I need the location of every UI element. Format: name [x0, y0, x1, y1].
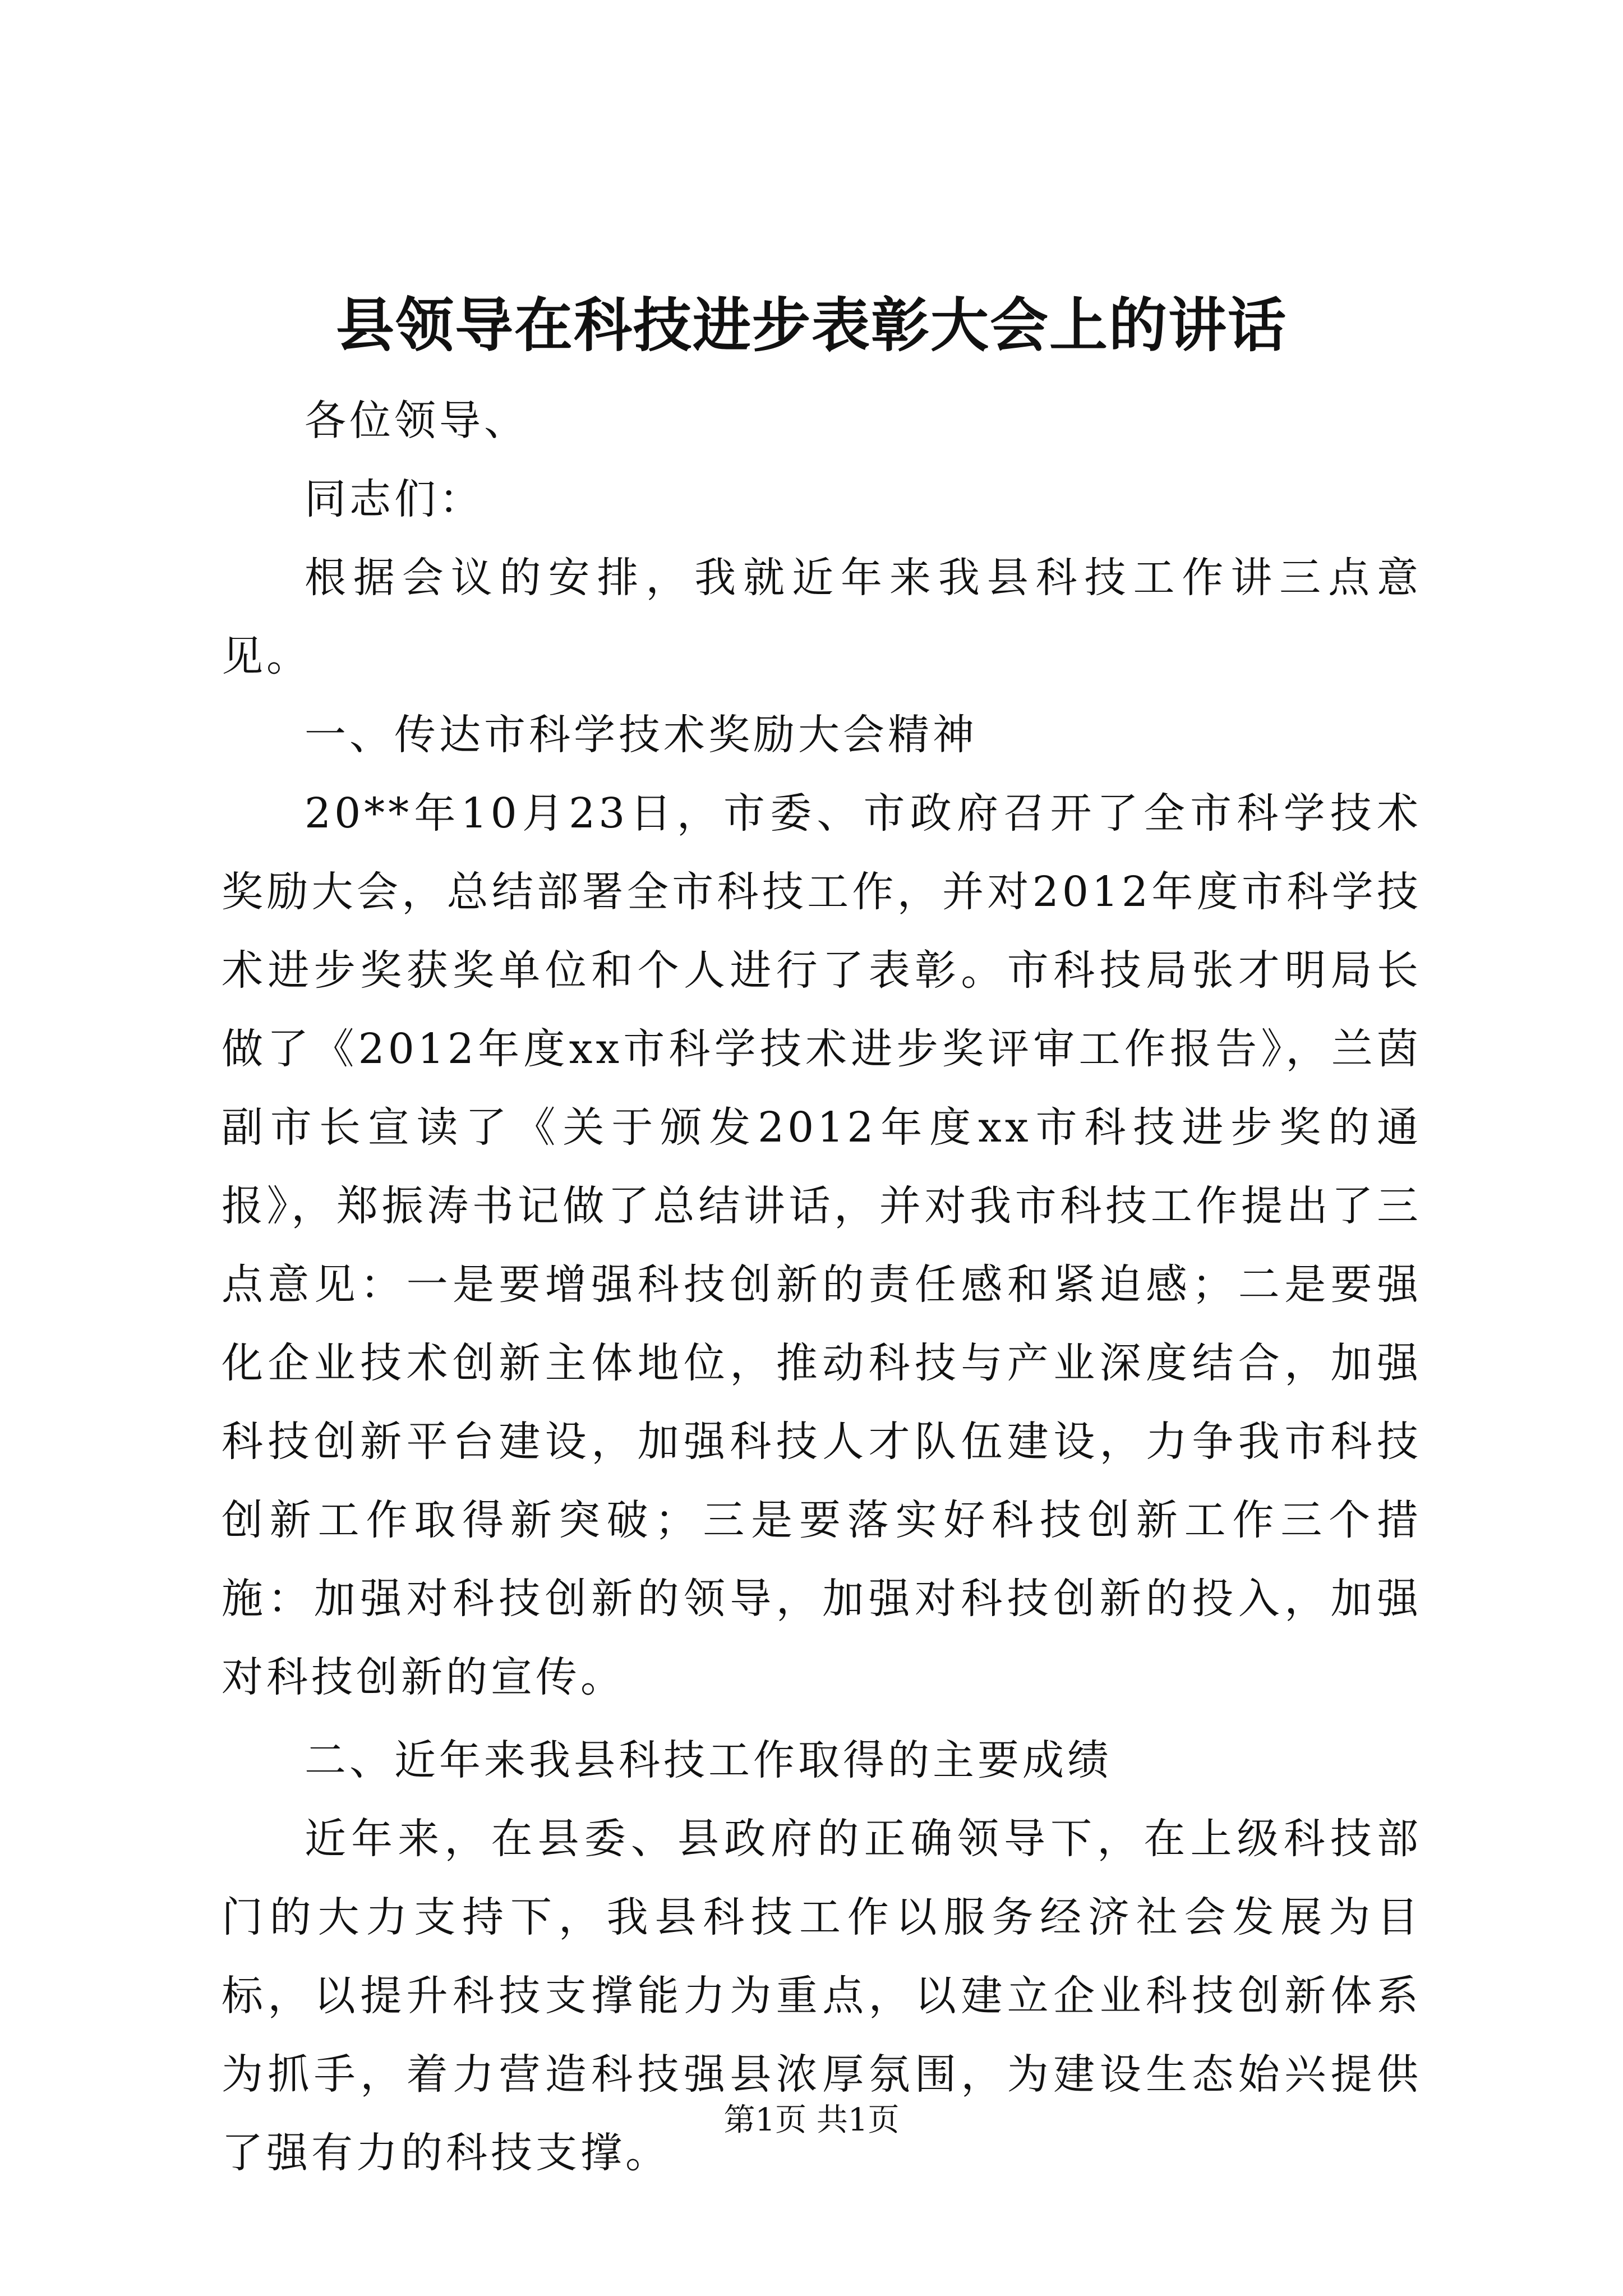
intro-paragraph: 根据会议的安排，我就近年来我县科技工作讲三点意见。	[222, 554, 1422, 680]
section-1-paragraph: 20**年10月23日，市委、市政府召开了全市科学技术奖励大会，总结部署全市科技工作，并对2012年度市科学技术进步奖获奖单位和个人进行了表彰。市科技局张才明局长做了《2012年度xx市科学技术进步奖评审工作报告》，兰茵副市长宣读了《关于颁发2012年度xx市科技进步奖的通报》，郑振涛书记做了总结讲话，并对我市科技工作提出了三点意见：一是要增强科技创新的责任感和紧迫感；二是要强化企业技术创新主体地位，推动科技与产业深度结合，加强科技创新平台建设，加强科技人才队伍建设，力争我市科技创新工作取得新突破；三是要落实好科技创新工作三个措施：加强对科技创新的领导，加强对科技创新的投入，加强对科技创新的宣传。	[222, 789, 1422, 1701]
section-heading-1: 一、传达市科学技术奖励大会精神	[305, 711, 978, 759]
greeting-line-2: 同志们：	[305, 475, 484, 523]
section-heading-2: 二、近年来我县科技工作取得的主要成绩	[305, 1736, 1112, 1784]
page-footer: 第1页 共1页	[723, 2102, 900, 2138]
greeting-line-1: 各位领导、	[305, 397, 529, 445]
document-title: 县领导在科技进步表彰大会上的讲话	[335, 291, 1287, 360]
section-2-paragraph: 近年来，在县委、县政府的正确领导下，在上级科技部门的大力支持下，我县科技工作以服务经济社会发展为目标，以提升科技支撑能力为重点，以建立企业科技创新体系为抓手，着力营造科技强县浓厚氛围，为建设生态始兴提供了强有力的科技支撑。	[222, 1815, 1422, 2177]
document-body	[222, 381, 1422, 2192]
